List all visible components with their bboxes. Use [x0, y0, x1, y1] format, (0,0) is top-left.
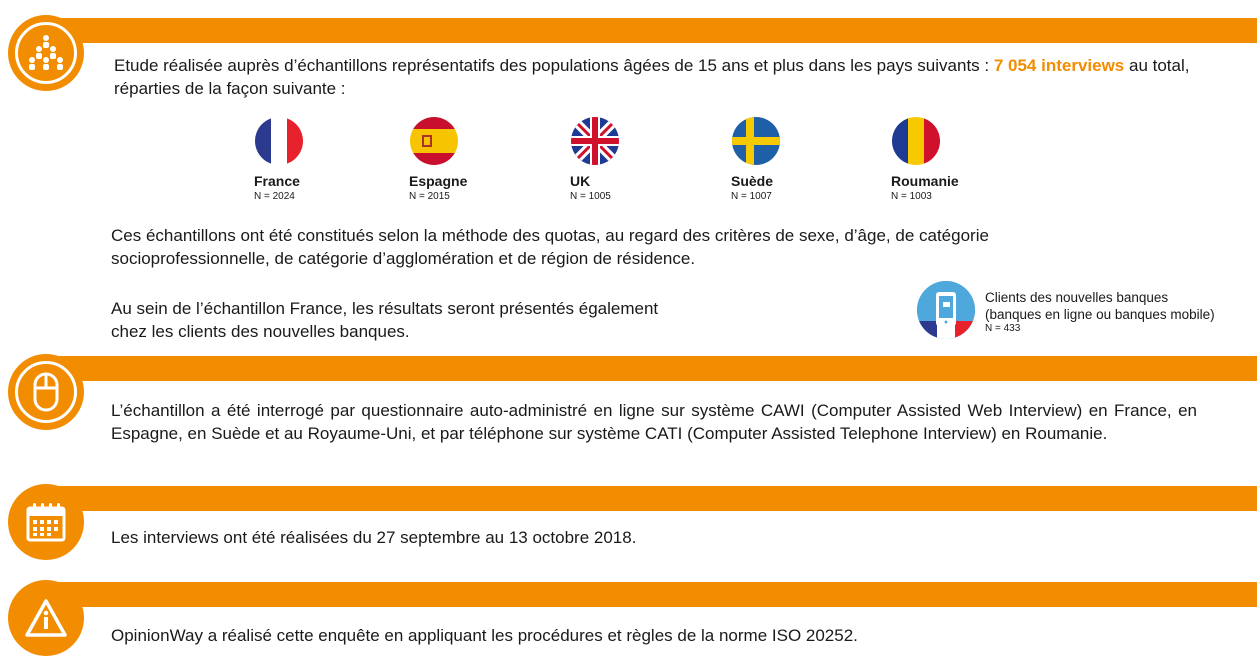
country-name: Suède [731, 173, 774, 189]
country-roumanie [891, 117, 1011, 202]
country-name: Espagne [409, 173, 468, 189]
method-text: L’échantillon a été interrogé par questionnaire auto-administré en ligne sur système CAWI (Computer Assisted Web Interview) en France, en Espagne, en Suède et au Royaume-Uni, et par téléphone sur système CATI (Computer Assisted Telephone Interview) en Roumanie. [111, 401, 1197, 443]
country-n: N = 1007 [731, 191, 772, 202]
mobile-banking-icon [917, 281, 975, 339]
romania-flag-icon [892, 117, 940, 165]
new-banks-title: Clients des nouvelles banques [985, 290, 1169, 305]
country-n: N = 2015 [409, 191, 450, 202]
warning-icon-badge [8, 580, 84, 656]
spain-flag-icon [410, 117, 458, 165]
iso-text: OpinionWay a réalisé cette enquête en appliquant les procédures et règles de la norme ISO 20252. [111, 626, 858, 645]
country-n: N = 1005 [570, 191, 611, 202]
new-banks-subtitle: (banques en ligne ou banques mobile) [985, 307, 1215, 322]
country-france [254, 117, 374, 202]
sweden-flag-icon [732, 117, 780, 165]
section-bar-4 [48, 582, 1257, 607]
france-line-1: Au sein de l’échantillon France, les résultats seront présentés également [111, 299, 659, 318]
uk-flag-icon [571, 117, 619, 165]
france-line-2: chez les clients des nouvelles banques. [111, 322, 410, 341]
warning-icon [15, 587, 77, 649]
quota-text: Ces échantillons ont été constitués selon la méthode des quotas, au regard des critères de sexe, d’âge, de catégorie socioprofessionnelle, de catégorie d’agglomération et de région de résidence. [111, 226, 989, 268]
country-name: UK [570, 173, 591, 189]
country-n: N = 2024 [254, 191, 295, 202]
dates-text: Les interviews ont été réalisées du 27 septembre au 13 octobre 2018. [111, 528, 637, 547]
new-banks-n: N = 433 [985, 323, 1021, 334]
country-n: N = 1003 [891, 191, 932, 202]
country-suede [731, 117, 851, 202]
country-name: Roumanie [891, 173, 959, 189]
france-sample-text [111, 297, 811, 343]
france-flag-icon [255, 117, 303, 165]
calendar-icon [15, 491, 77, 553]
intro-text [114, 54, 1194, 100]
country-name: France [254, 173, 300, 189]
intro-after: au total, réparties de la façon suivante : [114, 56, 1190, 98]
calendar-icon-badge [8, 484, 84, 560]
section-bar-1 [48, 18, 1257, 43]
mouse-icon-badge [8, 354, 84, 430]
mouse-icon [15, 361, 77, 423]
country-espagne [409, 117, 529, 202]
country-uk [570, 117, 690, 202]
new-banks-info [985, 289, 1255, 334]
section-bar-3 [48, 486, 1257, 511]
people-icon-badge [8, 15, 84, 91]
intro-highlight: 7 054 interviews [993, 56, 1125, 75]
people-icon [15, 22, 77, 84]
intro-before: Etude réalisée auprès d’échantillons représentatifs des populations âgées de 15 ans et plus dans les pays suivants : [114, 56, 994, 75]
section-bar-2 [48, 356, 1257, 381]
